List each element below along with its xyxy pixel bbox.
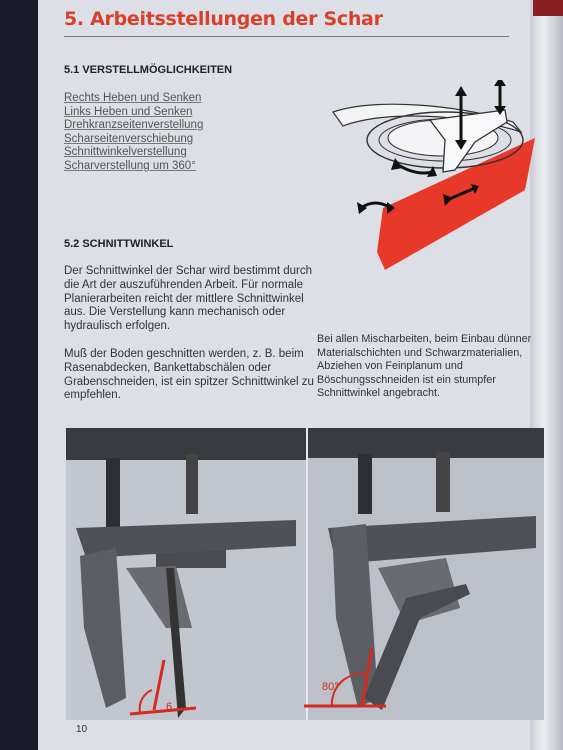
list-item: Drehkranzseitenverstellung (64, 119, 204, 132)
section-heading-verstellmoeglichkeiten: 5.1 VERSTELLMÖGLICHKEITEN (64, 64, 233, 76)
paragraph-obtuse-angle: Bei allen Mischarbeiten, beim Einbau dünner Materialschichten und Schwarzmaterialien, Abziehen von Feinplanum und Böschungsschneiden ist ein stumpfer Schnittwinkel angebracht. (317, 333, 532, 400)
page-title: 5. Arbeitsstellungen der Schar (64, 8, 383, 30)
list-item: Schnittwinkelverstellung (64, 146, 187, 159)
list-item: Links Heben und Senken (64, 105, 193, 118)
angle-label-left: 6 (166, 701, 173, 713)
red-cover-corner (533, 0, 563, 16)
title-divider (64, 36, 509, 37)
paragraph-acute-angle: Muß der Boden geschnitten werden, z. B. beim Rasenabdecken, Bankettabschälen oder Grabenschneiden, ist ein spitzer Schnittwinkel zu empfehlen. (64, 348, 314, 402)
blade-adjustment-diagram (325, 80, 540, 275)
page-number: 10 (76, 724, 88, 735)
paragraph-intro: Der Schnittwinkel der Schar wird bestimmt durch die Art der auszuführenden Arbeit. Für normale Planierarbeiten reicht der mittlere Schnittwinkel aus. Die Verstellung kann mechanisch oder hydraulisch erfolgen. (64, 265, 312, 333)
adjustment-list (64, 92, 203, 174)
section-heading-schnittwinkel: 5.2 SCHNITTWINKEL (64, 238, 174, 250)
cutting-angle-photos (66, 428, 544, 720)
list-item: Scharseitenverschiebung (64, 132, 194, 145)
list-item: Scharverstellung um 360° (64, 159, 196, 172)
list-item: Rechts Heben und Senken (64, 92, 202, 104)
angle-label-right: 80° (322, 681, 339, 693)
